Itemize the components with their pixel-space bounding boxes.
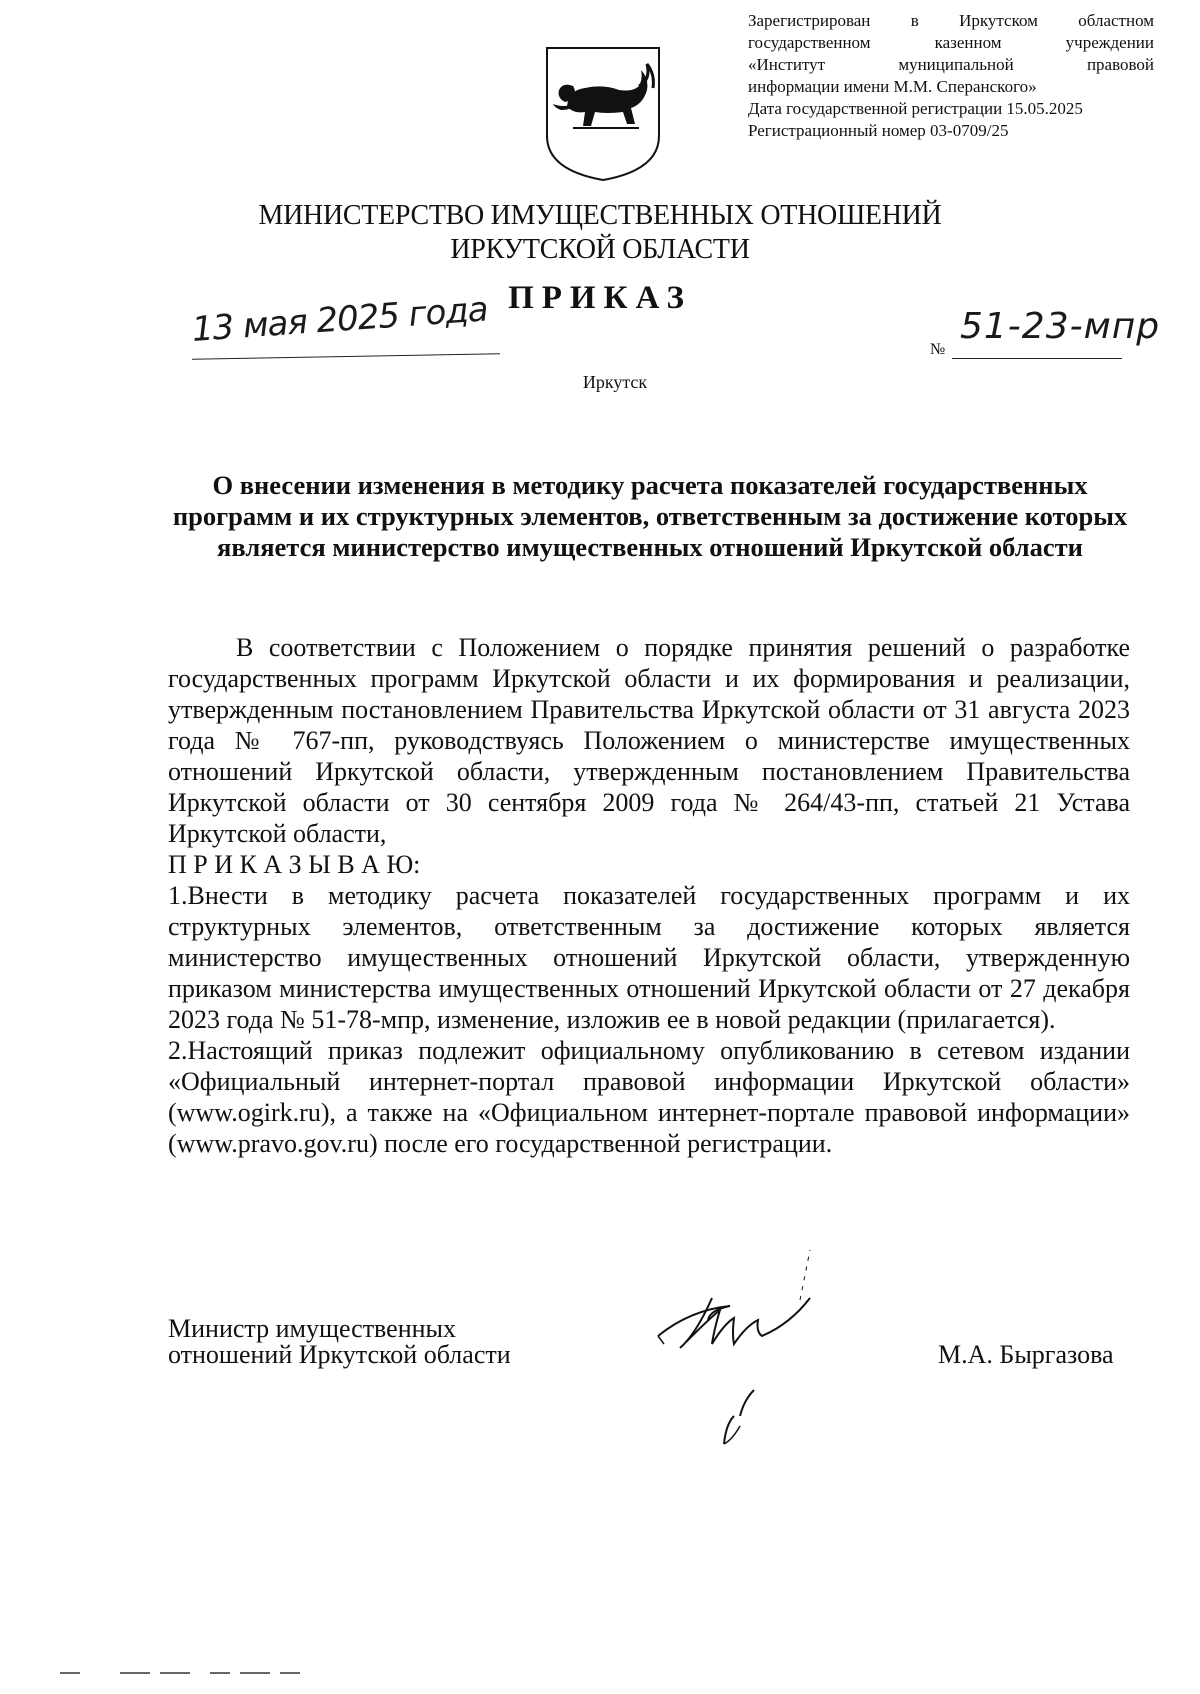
order-item-text: Настоящий приказ подлежит официальному опубликованию в сетевом издании «Официальный интернет-портал правовой информации Иркутской области» (www.ogirk.ru), а также на «Официальном интернет-портале правовой информации» (www.pravo.gov.ru) после его государственной регистрации. [168, 1036, 1130, 1158]
ministry-name-line1: МИНИСТЕРСТВО ИМУЩЕСТВЕННЫХ ОТНОШЕНИЙ [258, 200, 942, 231]
order-item-1 [168, 880, 1130, 1035]
document-title: О внесении изменения в методику расчета показателей государственных программ и их структурных элементов, ответственным за достижение которых является министерство имущественных отношений Иркутской области [172, 470, 1128, 562]
order-item-number: 2. [168, 1036, 188, 1065]
document-body [168, 632, 1130, 1159]
order-item-text: Внести в методику расчета показателей государственных программ и их структурных элементов, ответственным за достижение которых является министерство имущественных отношений Иркутской области, утвержденную приказом министерства имущественных отношений Иркутской области от 27 декабря 2023 года № 51-78-мпр, изменение, изложив ее в новой редакции (прилагается). [168, 881, 1130, 1034]
registration-date: Дата государственной регистрации 15.05.2025 [748, 99, 1083, 118]
preamble-paragraph: В соответствии с Положением о порядке принятия решений о разработке государственных программ Иркутской области и их формирования и реализации, утвержденным постановлением Правительства Иркутской области от 31 августа 2023 года № 767-пп, руководствуясь Положением о министерстве имущественных отношений Иркутской области, утвержденным постановлением Правительства Иркутской области от 30 сентября 2009 года № 264/43-пп, статьей 21 Устава Иркутской области, [168, 633, 1130, 848]
order-item-2 [168, 1035, 1130, 1159]
number-sign: № [930, 341, 946, 358]
registration-line: «Институт муниципальной правовой [748, 55, 1154, 74]
date-underline [192, 353, 500, 359]
registration-number: Регистрационный номер 03-0709/25 [748, 121, 1009, 140]
scan-artifact-lines [60, 1668, 360, 1678]
number-underline [952, 358, 1122, 359]
registration-stamp [748, 10, 1154, 142]
registration-line: информации имени М.М. Сперанского» [748, 77, 1037, 96]
signatory-name: М.А. Быргазова [938, 1340, 1114, 1369]
signatory-position-line2: отношений Иркутской области [168, 1340, 511, 1369]
signatory-position-line1: Министр имущественных [168, 1314, 457, 1343]
handwritten-signature [650, 1240, 890, 1460]
order-item-number: 1. [168, 881, 188, 910]
handwritten-date: 13 мая 2025 года [190, 289, 489, 350]
coat-of-arms-emblem [543, 44, 663, 184]
order-word: П Р И К А З Ы В А Ю: [168, 850, 421, 879]
handwritten-number: 51-23-мпр [960, 306, 1161, 347]
ministry-name-line2: ИРКУТСКОЙ ОБЛАСТИ [450, 234, 750, 265]
registration-line: государственном казенном учреждении [748, 33, 1154, 52]
city-label: Иркутск [582, 372, 648, 392]
registration-line: Зарегистрирован в Иркутском областном [748, 11, 1154, 30]
document-type-heading: ПРИКАЗ [508, 280, 692, 316]
